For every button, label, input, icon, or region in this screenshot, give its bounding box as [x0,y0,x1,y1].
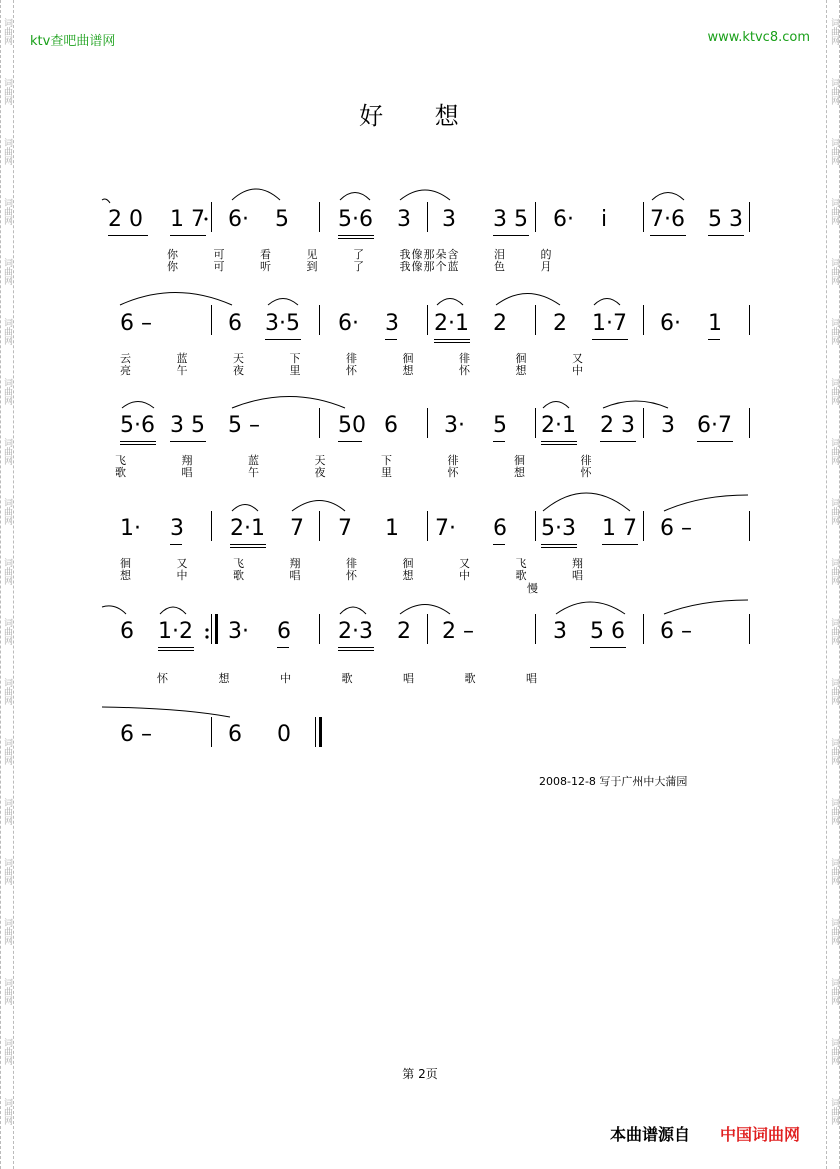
side-mark: 词曲网 [829,738,839,765]
note: 6· [338,311,359,336]
slur [268,299,298,306]
slur [340,607,366,614]
slur [400,605,450,615]
note: 3 [170,516,184,541]
side-mark: 词曲网 [829,18,839,45]
side-mark: 词曲网 [2,258,12,285]
lyric-line: 想 中 歌 唱 怀 想 中 歌 唱 [120,569,584,582]
lyric-line: 徊 又 飞 翔 徘 徊 又 飞 翔 [120,557,584,570]
note: 6 [228,311,242,336]
slur [232,397,345,409]
note: 5·6 [338,207,373,232]
note: 3 [553,619,567,644]
side-mark: 词曲网 [2,78,12,105]
slur [400,190,450,200]
side-mark: 词曲网 [829,258,839,285]
note: 3·5 [265,311,300,336]
side-mark: 词曲网 [2,498,12,525]
side-mark: 词曲网 [829,798,839,825]
note: 5 3 [708,207,743,232]
repeat-dot [205,218,208,221]
note: 6· [660,311,681,336]
side-mark: 词曲网 [829,858,839,885]
note: 3 5 [170,413,205,438]
note: 2 [397,619,411,644]
note: 2 – [442,619,474,644]
side-mark: 词曲网 [829,978,839,1005]
slur [594,299,620,306]
side-mark: 词曲网 [2,1038,12,1065]
note: 5 [493,413,507,438]
lyric-part: 歌 唱 午 夜 里 怀 想 怀 [115,466,593,479]
note: 2 0 [108,207,143,232]
side-mark: 词曲网 [829,678,839,705]
note: 1 7 [170,207,205,232]
side-mark: 词曲网 [2,18,12,45]
side-mark: 词曲网 [2,978,12,1005]
page-title: 好 想 [359,102,481,130]
lyric-line: 云 蓝 天 下 徘 徊 徘 徊 又 [120,352,584,365]
note: 5 6 [590,619,625,644]
note: 3· [444,413,465,438]
side-mark: 词曲网 [2,138,12,165]
note: 50 [338,413,366,438]
note: 2 3 [600,413,635,438]
repeat-dot [205,628,208,631]
note: 1·7 [592,311,627,336]
side-mark: 词曲网 [829,438,839,465]
note: 3 [397,207,411,232]
note: 6 [228,722,242,747]
side-mark: 词曲网 [829,1098,839,1125]
side-mark: 词曲网 [2,858,12,885]
slur [120,293,232,306]
side-mark: 词曲网 [829,1038,839,1065]
slur [232,505,258,512]
slur [102,707,230,717]
side-mark: 词曲网 [829,918,839,945]
note: 2 [553,311,567,336]
tempo-mark: 慢 [527,582,539,595]
side-mark: 词曲网 [829,498,839,525]
page-number: 第 2页 [402,1067,438,1081]
source-link[interactable]: 中国词曲网 [720,1125,801,1144]
source-label: 本曲谱源自 [610,1125,691,1144]
note: 1 [708,311,722,336]
slur [556,602,625,614]
side-mark: 词曲网 [2,558,12,585]
side-mark: 词曲网 [2,438,12,465]
side-mark: 词曲网 [2,618,12,645]
note: 2·3 [338,619,373,644]
side-mark: 词曲网 [829,378,839,405]
note: 7· [435,516,456,541]
note: 5 [275,207,289,232]
slur [437,299,463,306]
note: 1· [120,516,141,541]
slur [232,189,280,200]
slur [664,495,748,511]
lyric-line: 怀 想 中 歌 唱 歌 唱 [157,672,538,685]
date-note: 2008-12-8 写于广州中大蒲园 [539,775,688,788]
note: 6 [120,619,134,644]
note: 6· [553,207,574,232]
note: 1 7 [602,516,637,541]
side-mark: 词曲网 [2,798,12,825]
note: 3 [661,413,675,438]
note: 2·1 [541,413,576,438]
note: 5·3 [541,516,576,541]
slur [664,600,748,614]
side-mark: 词曲网 [829,198,839,225]
note: 5·6 [120,413,155,438]
side-mark: 词曲网 [829,318,839,345]
slur [340,193,370,201]
lyric-line: 亮 午 夜 里 怀 想 怀 想 中 [120,364,584,377]
side-mark: 词曲网 [829,558,839,585]
note: 3 5 [493,207,528,232]
header-right[interactable]: www.ktvc8.com [707,30,810,45]
side-mark: 词曲网 [2,918,12,945]
note: 6 – [660,516,692,541]
header-left[interactable]: ktv查吧曲谱网 [30,34,116,49]
side-mark: 词曲网 [829,78,839,105]
slur [292,501,345,512]
note: 3· [228,619,249,644]
slur [603,401,668,408]
note: 6 [493,516,507,541]
note: 6 – [120,311,152,336]
note: 7·6 [650,207,685,232]
side-mark: 词曲网 [2,378,12,405]
lyric-line: 你 可 听 到 了 我像那个蓝 色 月 [167,260,553,273]
note: 0 [277,722,291,747]
note: i [601,207,608,232]
note: 3 [385,311,399,336]
note: 7 [338,516,352,541]
slur [122,402,154,409]
lyric-line: 你 可 看 见 了 我像那朵含 泪 的 [167,248,553,261]
repeat-dot [205,635,208,638]
side-mark: 词曲网 [2,198,12,225]
note: 2·1 [434,311,469,336]
side-mark: 词曲网 [829,618,839,645]
lyric-part: 飞 翔 蓝 天 下 徘 徊 徘 [115,454,593,467]
slur [543,493,630,511]
note: 2·1 [230,516,265,541]
note: 3 [442,207,456,232]
slur [496,294,560,306]
note: 1·2 [158,619,193,644]
slur [652,193,684,201]
note: 5 – [228,413,260,438]
slur [102,199,110,203]
side-mark: 词曲网 [2,678,12,705]
slur [543,402,569,409]
note: 6 – [660,619,692,644]
note: 6·7 [697,413,732,438]
note: 1 [385,516,399,541]
side-mark: 词曲网 [829,138,839,165]
slur [102,606,126,614]
note: 6 [277,619,291,644]
side-mark: 词曲网 [2,318,12,345]
note: 6 – [120,722,152,747]
note: 7 [290,516,304,541]
note: 6 [384,413,398,438]
side-mark: 词曲网 [2,1098,12,1125]
side-mark: 词曲网 [2,738,12,765]
note: 2 [493,311,507,336]
slur [160,607,186,614]
note: 6· [228,207,249,232]
